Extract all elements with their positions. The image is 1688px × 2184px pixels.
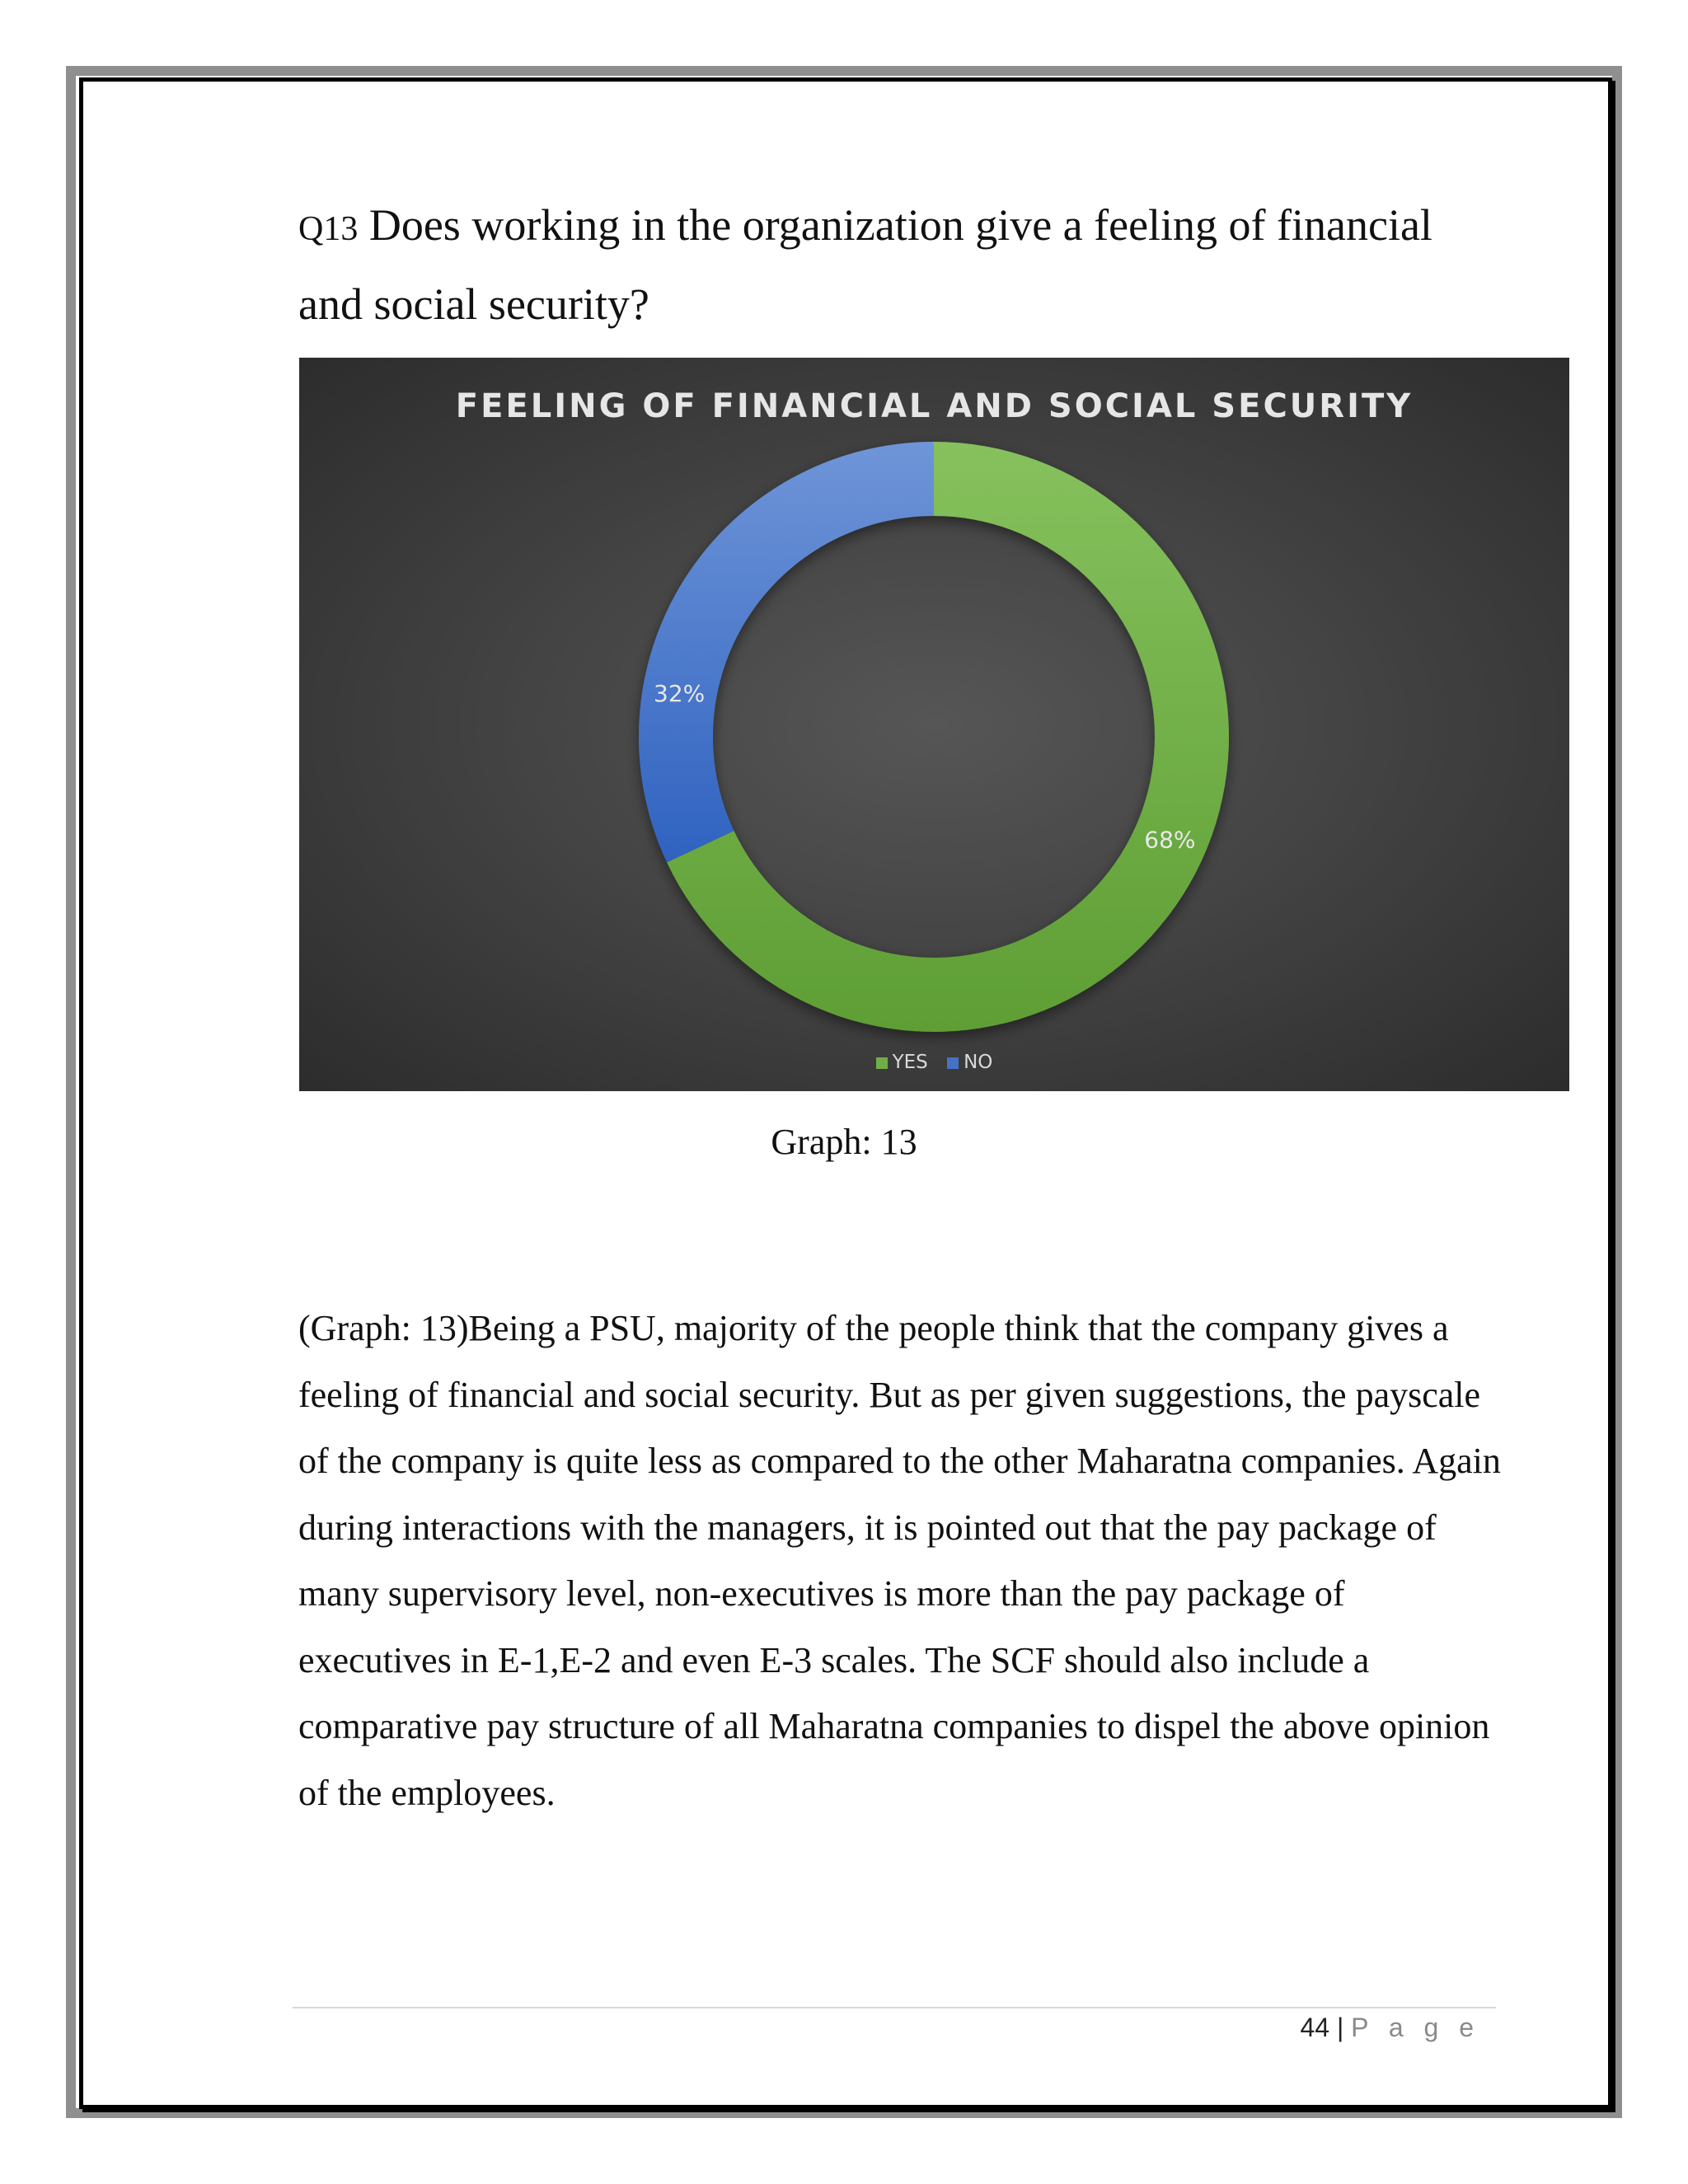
legend-entry-no xyxy=(947,1052,992,1073)
data-label-yes: 68% xyxy=(1144,826,1196,854)
slice-no xyxy=(639,442,934,862)
legend-entry-yes xyxy=(876,1052,928,1073)
data-label-no: 32% xyxy=(654,680,706,708)
legend-swatch-no xyxy=(947,1057,959,1069)
page-number: 44 xyxy=(1300,2013,1330,2042)
footer-separator: | xyxy=(1336,2013,1344,2042)
question-number: Q13 xyxy=(298,210,359,248)
question-text: Does working in the organization give a feeling of financial and social security? xyxy=(298,200,1432,329)
chart-canvas xyxy=(299,358,1569,1091)
legend-label-no: NO xyxy=(964,1052,993,1073)
chart-title: FEELING OF FINANCIAL AND SOCIAL SECURITY xyxy=(455,387,1414,425)
legend-swatch-yes xyxy=(876,1057,888,1069)
footer-rule xyxy=(293,2007,1496,2008)
legend-label-yes: YES xyxy=(892,1052,928,1073)
doughnut-chart xyxy=(299,358,1569,1091)
question-heading xyxy=(298,188,1452,342)
graph-caption: Graph: 13 xyxy=(771,1122,917,1162)
page-footer xyxy=(1300,2013,1480,2043)
chart-legend xyxy=(299,1052,1569,1073)
page-word: P a g e xyxy=(1351,2013,1480,2042)
body-paragraph: (Graph: 13)Being a PSU, majority of the people think that the company gives a feeling of financial and social security. But as per given suggestions, the payscale of the company is quite less as compared to the other Maharatna companies. Again during interactions with the managers, it is pointed out that the pay package of many supervisory level, non-executives is more than the pay package of executives in E-1,E-2 and even E-3 scales. The SCF should also include a comparative pay structure of all Maharatna companies to dispel the above opinion of the employees. xyxy=(298,1308,1501,1813)
